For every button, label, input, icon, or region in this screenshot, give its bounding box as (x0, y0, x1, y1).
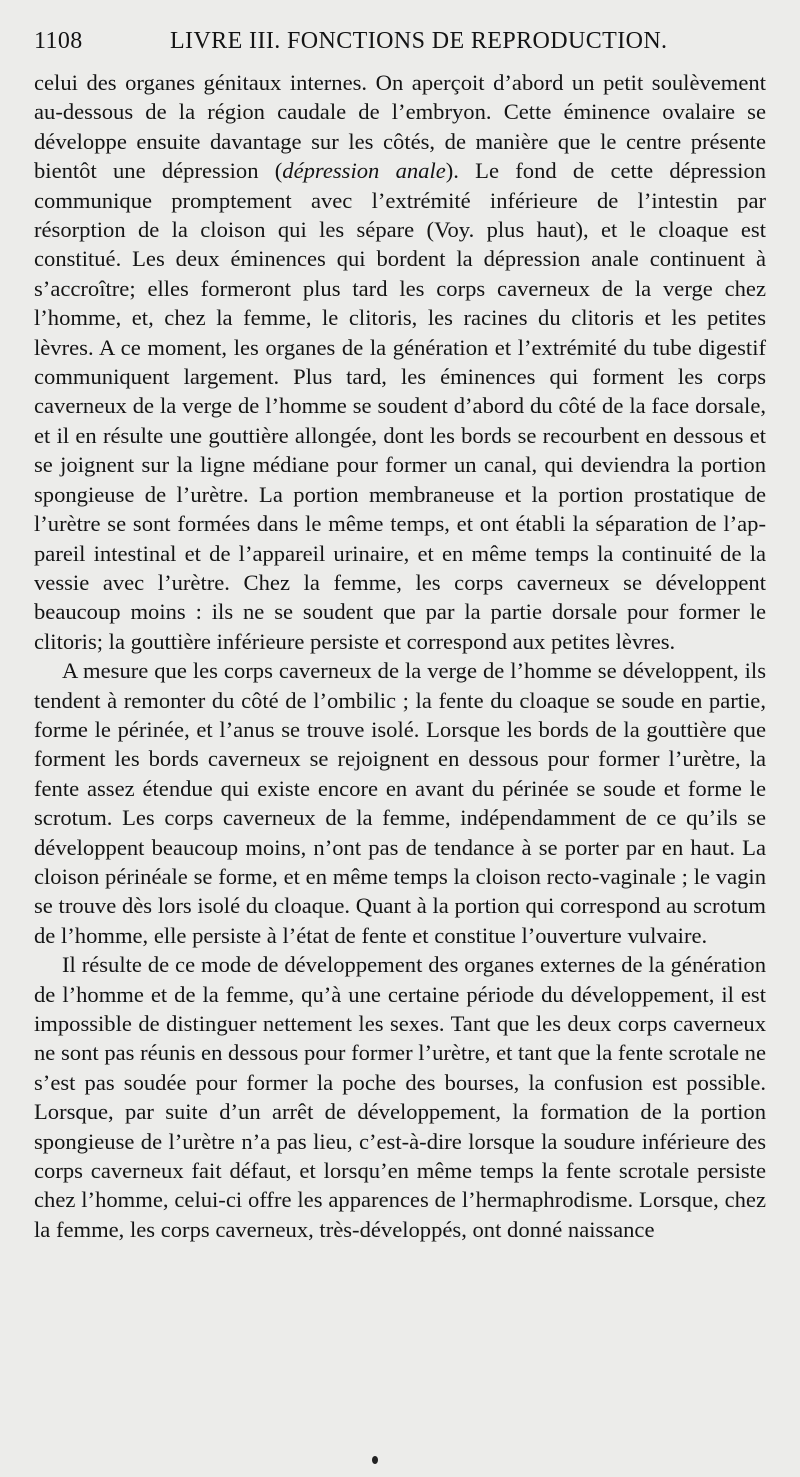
paragraph-2 (34, 656, 766, 950)
paragraph-2-text: A mesure que les corps caverneux de la verge de l’homme se développent, ils tendent à remonter du côté de l’ombilic ; la fente du cloaque se soude en partie, forme le périnée, et l’anus se trouve isolé. Lorsque les bords de la gouttière que forment les bords caverneux se rejoignent en dessous pour former l’urètre, la fente assez étendue qui existe encore en avant du périnée se soude et forme le scrotum. Les corps caverneux de la femme, indépendamment de ce qu’ils se développent beaucoup moins, n’ont pas de tendance à se porter par en haut. La cloison périnéale se forme, et en même temps la cloison recto-vaginale ; le vagin se trouve dès lors isolé du cloaque. Quant à la portion qui correspond au scrotum de l’homme, elle persiste à l’état de fente et constitue l’ouverture vulvaire. (34, 658, 766, 948)
body-text (34, 68, 766, 1244)
paragraph-1-text-b: ). Le fond de cette dépression communique promptement avec l’extrémité inférieure de l’intestin par résorption de la cloison qui les sépare (Voy. plus haut), et le cloaque est constitué. Les deux éminences qui bordent la dépression anale continuent à s’accroître; elles formeront plus tard les corps caverneux de la verge chez l’homme, et, chez la femme, le clitoris, les racines du clitoris et les petites lèvres. A ce moment, les organes de la génération et l’extrémité du tube digestif communiquent largement. Plus tard, les éminences qui forment les corps caverneux de la verge de l’homme se soudent d’abord du côté de la face dorsale, et il en résulte une gouttière allongée, dont les bords se recourbent en dessous et se joignent sur la ligne médiane pour former un canal, qui deviendra la portion spongieuse de l’urètre. La portion membraneuse et la portion prostatique de l’urètre se sont formées dans le même temps, et ont établi la séparation de l’appareil intestinal et de l’appareil urinaire, et en même temps la continuité de la vessie avec l’urètre. Chez la femme, les corps caverneux se développent beaucoup moins : ils ne se soudent que par la partie dorsale pour former le clitoris; la gouttière inférieure persiste et correspond aux petites lèvres. (34, 158, 766, 654)
paragraph-1-text-a: celui des organes génitaux internes. On aperçoit d’abord un petit soulèvement au-dessous de la région caudale de l’embryon. Cette éminence ovalaire se développe ensuite davantage sur les côtés, de manière que le centre présente bientôt une dépression ( (34, 70, 766, 184)
printer-mark-dot (372, 1456, 378, 1464)
running-head-title: LIVRE III. FONCTIONS DE REPRODUCTION. (170, 28, 668, 54)
running-head (34, 28, 766, 62)
paragraph-3-text: Il résulte de ce mode de développement des organes externes de la génération de l’homme et de la femme, qu’à une certaine période du développement, il est impossible de distinguer nettement les sexes. Tant que les deux corps caverneux ne sont pas réunis en dessous pour former l’urètre, et tant que la fente scrotale ne s’est pas soudée pour former la poche des bourses, la confusion est possible. Lorsque, par suite d’un arrêt de développement, la formation de la portion spongieuse de l’urètre n’a pas lieu, c’est-à-dire lorsque la soudure inférieure des corps caverneux fait défaut, et lorsqu’en même temps la fente scrotale persiste chez l’homme, celui-ci offre les apparences de l’hermaphrodisme. Lorsque, chez la femme, les corps caverneux, très-développés, ont donné naissance (34, 952, 766, 1242)
paragraph-1 (34, 68, 766, 656)
paragraph-1-italic-term: dépression anale (282, 158, 446, 184)
page-number: 1108 (34, 28, 83, 54)
paragraph-3 (34, 950, 766, 1244)
